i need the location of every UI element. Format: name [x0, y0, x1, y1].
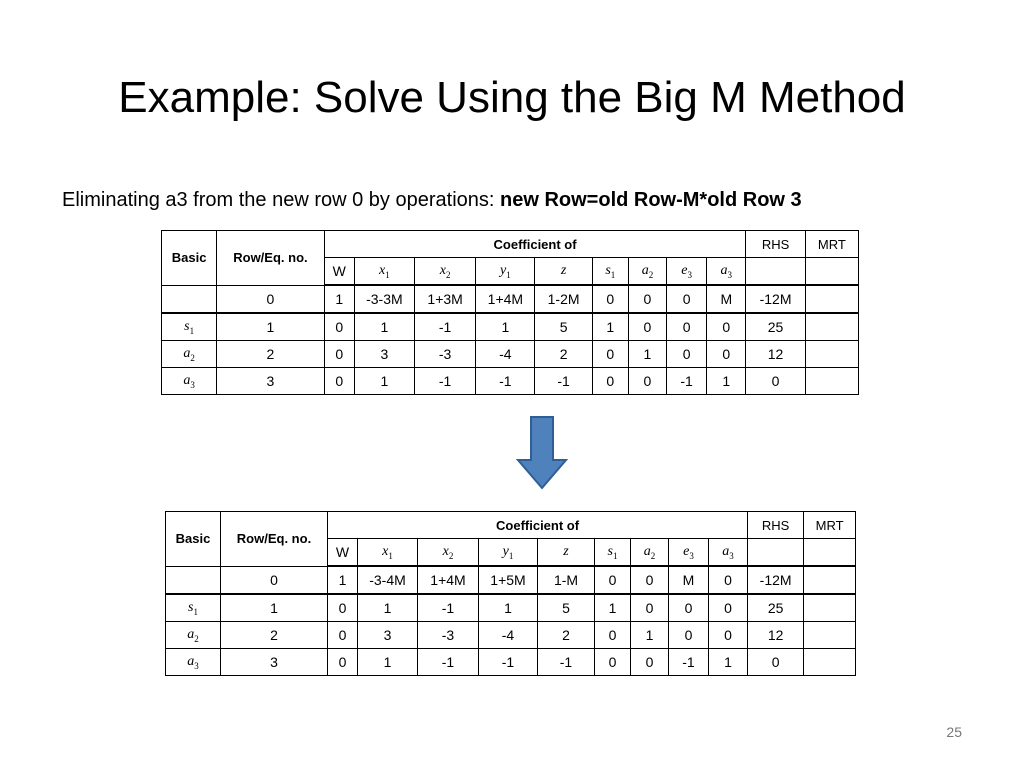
coefficient-cell: 2	[538, 622, 595, 649]
coefficient-cell: 0	[595, 649, 631, 676]
coefficient-cell: -3-4M	[358, 566, 418, 594]
w-cell: 0	[328, 594, 358, 622]
table-row	[166, 649, 856, 676]
coefficient-cell: 0	[631, 649, 669, 676]
coefficient-cell: 2	[535, 341, 592, 368]
w-cell: 0	[324, 368, 354, 395]
coefficient-cell: -1	[418, 594, 479, 622]
coefficient-cell: 0	[595, 566, 631, 594]
coefficient-cell: 0	[667, 341, 707, 368]
coefficient-cell: -1	[669, 649, 709, 676]
coefficient-cell: -1	[415, 313, 476, 341]
basic-cell: $s_1$	[166, 594, 221, 622]
coefficient-cell: 1+4M	[476, 285, 535, 313]
mrt-cell	[804, 566, 856, 594]
header-var-a3: $a_3$	[707, 258, 746, 286]
coefficient-cell: 3	[358, 622, 418, 649]
coefficient-cell: 1-2M	[535, 285, 592, 313]
header-var-x2: $x_2$	[415, 258, 476, 286]
coefficient-cell: 3	[354, 341, 414, 368]
coefficient-cell: 0	[669, 594, 709, 622]
header-w: W	[328, 539, 358, 567]
coefficient-cell: -4	[476, 341, 535, 368]
basic-cell: $a_3$	[166, 649, 221, 676]
coefficient-cell: 1	[354, 313, 414, 341]
coefficient-cell: 5	[535, 313, 592, 341]
tableau-after	[165, 511, 856, 676]
row-number-cell: 1	[217, 313, 324, 341]
arrow-down-icon	[516, 416, 568, 490]
header-var-s1: $s_1$	[592, 258, 628, 286]
coefficient-cell: 1-M	[538, 566, 595, 594]
w-cell: 0	[324, 313, 354, 341]
basic-cell	[162, 285, 217, 313]
header-var-z: z	[538, 539, 595, 567]
coefficient-cell: 0	[709, 622, 748, 649]
header-var-x1: $x_1$	[358, 539, 418, 567]
coefficient-cell: -1	[479, 649, 538, 676]
coefficient-cell: 0	[628, 368, 666, 395]
page-number: 25	[946, 724, 962, 740]
mrt-cell	[805, 285, 858, 313]
coefficient-cell: 0	[707, 313, 746, 341]
coefficient-cell: 1	[592, 313, 628, 341]
coefficient-cell: 1	[358, 594, 418, 622]
row-number-cell: 1	[221, 594, 328, 622]
coefficient-cell: 1	[709, 649, 748, 676]
coefficient-cell: 1	[354, 368, 414, 395]
table-row	[166, 622, 856, 649]
table-row	[162, 368, 859, 395]
coefficient-cell: 0	[667, 313, 707, 341]
coefficient-cell: 1	[595, 594, 631, 622]
row-number-cell: 2	[221, 622, 328, 649]
coefficient-cell: 0	[595, 622, 631, 649]
header-coefficient: Coefficient of	[324, 231, 746, 258]
basic-cell: $a_2$	[162, 341, 217, 368]
w-cell: 1	[324, 285, 354, 313]
row-number-cell: 3	[221, 649, 328, 676]
coefficient-cell: -1	[415, 368, 476, 395]
header-var-a2: $a_2$	[631, 539, 669, 567]
slide-subtitle	[62, 186, 802, 214]
header-basic: Basic	[162, 231, 217, 286]
header-rhs: RHS	[748, 512, 804, 539]
coefficient-cell: 1	[476, 313, 535, 341]
rhs-cell: 25	[748, 594, 804, 622]
header-row	[162, 231, 859, 258]
basic-cell: $a_3$	[162, 368, 217, 395]
coefficient-cell: 0	[592, 341, 628, 368]
row-number-cell: 0	[217, 285, 324, 313]
header-mrt-blank	[804, 539, 856, 567]
header-row-eq: Row/Eq. no.	[217, 231, 324, 286]
coefficient-cell: -1	[476, 368, 535, 395]
coefficient-cell: 0	[709, 566, 748, 594]
coefficient-cell: 0	[667, 285, 707, 313]
mrt-cell	[805, 341, 858, 368]
w-cell: 1	[328, 566, 358, 594]
w-cell: 0	[324, 341, 354, 368]
coefficient-cell: 5	[538, 594, 595, 622]
coefficient-cell: 1	[631, 622, 669, 649]
tableau-before	[161, 230, 859, 395]
row-number-cell: 0	[221, 566, 328, 594]
coefficient-cell: M	[707, 285, 746, 313]
header-var-a3: $a_3$	[709, 539, 748, 567]
header-coefficient: Coefficient of	[328, 512, 748, 539]
header-var-e3: $e_3$	[667, 258, 707, 286]
header-var-s1: $s_1$	[595, 539, 631, 567]
coefficient-cell: 1	[479, 594, 538, 622]
rhs-cell: 25	[746, 313, 805, 341]
coefficient-cell: 1	[628, 341, 666, 368]
subtitle-text: Eliminating a3 from the new row 0 by operations:	[62, 189, 500, 211]
coefficient-cell: 0	[631, 594, 669, 622]
rhs-cell: 12	[746, 341, 805, 368]
w-cell: 0	[328, 622, 358, 649]
coefficient-cell: 1+3M	[415, 285, 476, 313]
coefficient-cell: 0	[592, 285, 628, 313]
coefficient-cell: -3	[415, 341, 476, 368]
table-row	[162, 313, 859, 341]
row-number-cell: 3	[217, 368, 324, 395]
basic-cell: $a_2$	[166, 622, 221, 649]
coefficient-cell: -1	[667, 368, 707, 395]
mrt-cell	[804, 594, 856, 622]
header-rhs: RHS	[746, 231, 805, 258]
header-var-e3: $e_3$	[669, 539, 709, 567]
basic-cell	[166, 566, 221, 594]
coefficient-cell: -1	[535, 368, 592, 395]
coefficient-cell: -3-3M	[354, 285, 414, 313]
header-rhs-blank	[746, 258, 805, 286]
w-cell: 0	[328, 649, 358, 676]
header-mrt: MRT	[805, 231, 858, 258]
header-basic: Basic	[166, 512, 221, 567]
header-w: W	[324, 258, 354, 286]
coefficient-cell: 0	[709, 594, 748, 622]
header-mrt: MRT	[804, 512, 856, 539]
coefficient-cell: 0	[707, 341, 746, 368]
rhs-cell: -12M	[748, 566, 804, 594]
rhs-cell: 0	[746, 368, 805, 395]
rhs-cell: 0	[748, 649, 804, 676]
header-var-y1: $y_1$	[479, 539, 538, 567]
table-row	[166, 566, 856, 594]
header-rhs-blank	[748, 539, 804, 567]
table-row	[166, 594, 856, 622]
table-row	[162, 285, 859, 313]
coefficient-cell: 0	[628, 313, 666, 341]
coefficient-cell: -1	[538, 649, 595, 676]
mrt-cell	[804, 622, 856, 649]
header-row	[166, 512, 856, 539]
header-var-x2: $x_2$	[418, 539, 479, 567]
coefficient-cell: 1	[707, 368, 746, 395]
header-var-z: z	[535, 258, 592, 286]
header-var-a2: $a_2$	[628, 258, 666, 286]
header-mrt-blank	[805, 258, 858, 286]
slide-title: Example: Solve Using the Big M Method	[118, 73, 906, 122]
coefficient-cell: 0	[631, 566, 669, 594]
subtitle-operation: new Row=old Row-M*old Row 3	[500, 189, 802, 211]
coefficient-cell: 1+5M	[479, 566, 538, 594]
coefficient-cell: 1	[358, 649, 418, 676]
mrt-cell	[804, 649, 856, 676]
rhs-cell: -12M	[746, 285, 805, 313]
coefficient-cell: 0	[628, 285, 666, 313]
coefficient-cell: 0	[592, 368, 628, 395]
coefficient-cell: M	[669, 566, 709, 594]
mrt-cell	[805, 313, 858, 341]
coefficient-cell: -3	[418, 622, 479, 649]
basic-cell: $s_1$	[162, 313, 217, 341]
coefficient-cell: 1+4M	[418, 566, 479, 594]
mrt-cell	[805, 368, 858, 395]
rhs-cell: 12	[748, 622, 804, 649]
coefficient-cell: 0	[669, 622, 709, 649]
header-var-y1: $y_1$	[476, 258, 535, 286]
header-row-eq: Row/Eq. no.	[221, 512, 328, 567]
coefficient-cell: -1	[418, 649, 479, 676]
header-var-x1: $x_1$	[354, 258, 414, 286]
row-number-cell: 2	[217, 341, 324, 368]
coefficient-cell: -4	[479, 622, 538, 649]
table-row	[162, 341, 859, 368]
